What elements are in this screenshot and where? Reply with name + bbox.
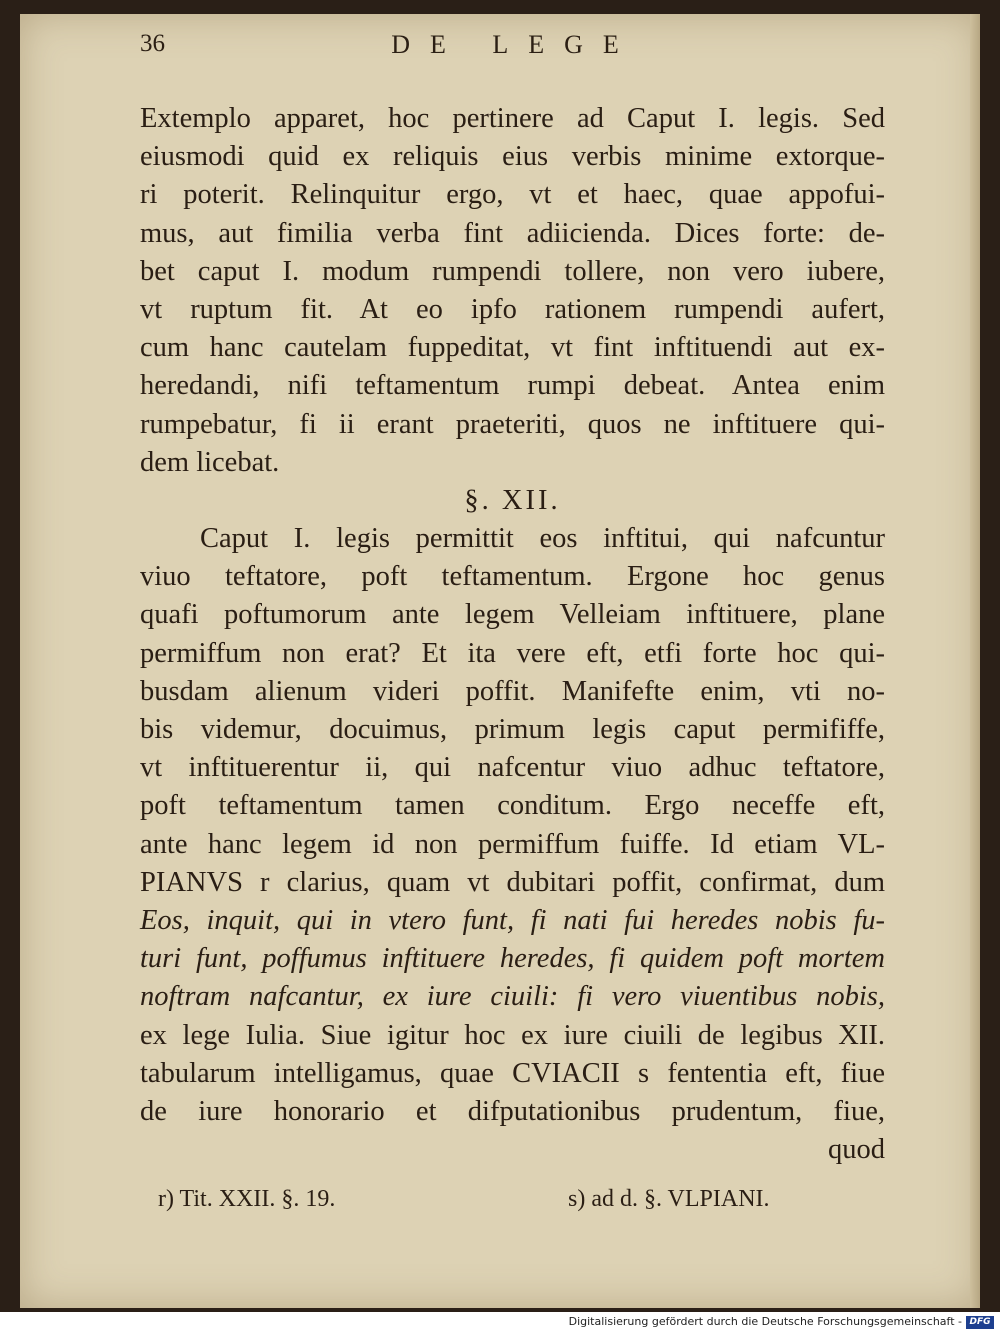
text-line: tabularum intelligamus, quae CVIACII s fententia eft, fiue (140, 1057, 885, 1089)
dfg-logo: DFG (966, 1316, 994, 1329)
text-line: poft teftamentum tamen conditum. Ergo neceffe eft, (140, 790, 885, 822)
catchword: quod (828, 1134, 885, 1166)
page-header (140, 30, 890, 70)
text-line: ante hanc legem id non permiffum fuiffe. Id etiam VL- (140, 828, 885, 860)
text-line: Caput I. legis permittit eos inftitui, qui nafcuntur (200, 523, 885, 555)
running-title: DE LEGE (391, 30, 639, 59)
page-edge-shadow (970, 14, 980, 1308)
footnote-r: r) Tit. XXII. §. 19. (158, 1186, 336, 1212)
text-line: de iure honorario et difputationibus prudentum, fiue, (140, 1095, 885, 1127)
text-line: permiffum non erat? Et ita vere eft, etfi forte hoc qui- (140, 637, 885, 669)
text-line: cum hanc cautelam fuppeditat, vt fint inftituendi aut ex- (140, 332, 885, 364)
text-line: Eos, inquit, qui in vtero funt, fi nati fui heredes nobis fu- (140, 904, 885, 936)
footnotes (158, 1186, 858, 1226)
text-line: viuo teftatore, poft teftamentum. Ergone hoc genus (140, 561, 885, 593)
footnote-s: s) ad d. §. VLPIANI. (568, 1186, 770, 1212)
text-line: heredandi, nifi teftamentum rumpi debeat. Antea enim (140, 370, 885, 402)
text-line: vt inftituerentur ii, qui nafcentur viuo adhuc teftatore, (140, 752, 885, 784)
text-line: ex lege Iulia. Siue igitur hoc ex iure ciuili de legibus XII. (140, 1019, 885, 1051)
digitization-footer (0, 1312, 1000, 1334)
funding-credit: Digitalisierung gefördert durch die Deutsche Forschungsgemeinschaft - (568, 1315, 962, 1328)
text-line: PIANVS r clarius, quam vt dubitari poffit, confirmat, dum (140, 866, 885, 898)
text-line: noftram nafcantur, ex iure ciuili: fi vero viuentibus nobis, (140, 981, 885, 1013)
section-heading: §. XII. (464, 484, 561, 516)
text-line: vt ruptum fit. At eo ipfo rationem rumpendi aufert, (140, 293, 885, 325)
text-line: bis videmur, docuimus, primum legis caput permififfe, (140, 714, 885, 745)
book-page (20, 14, 980, 1308)
text-line: busdam alienum videri poffit. Manifefte enim, vti no- (140, 675, 885, 707)
text-line: Extemplo apparet, hoc pertinere ad Caput I. legis. Sed (140, 103, 885, 134)
text-line: ri poterit. Relinquitur ergo, vt et haec, quae appofui- (140, 179, 885, 211)
text-line: dem licebat. (140, 446, 280, 478)
body-text (140, 100, 885, 1169)
text-line: quafi poftumorum ante legem Velleiam inftituere, plane (140, 599, 885, 631)
text-line: bet caput I. modum rumpendi tollere, non vero iubere, (140, 255, 885, 287)
text-line: mus, aut fimilia verba fint adiicienda. Dices forte: de- (140, 217, 885, 249)
text-line: turi funt, poffumus inftituere heredes, fi quidem poft mortem (140, 943, 885, 975)
text-line: rumpebatur, fi ii erant praeteriti, quos ne inftituere qui- (140, 408, 885, 440)
text-line: eiusmodi quid ex reliquis eius verbis minime extorque- (140, 141, 885, 173)
page-number: 36 (140, 30, 165, 57)
